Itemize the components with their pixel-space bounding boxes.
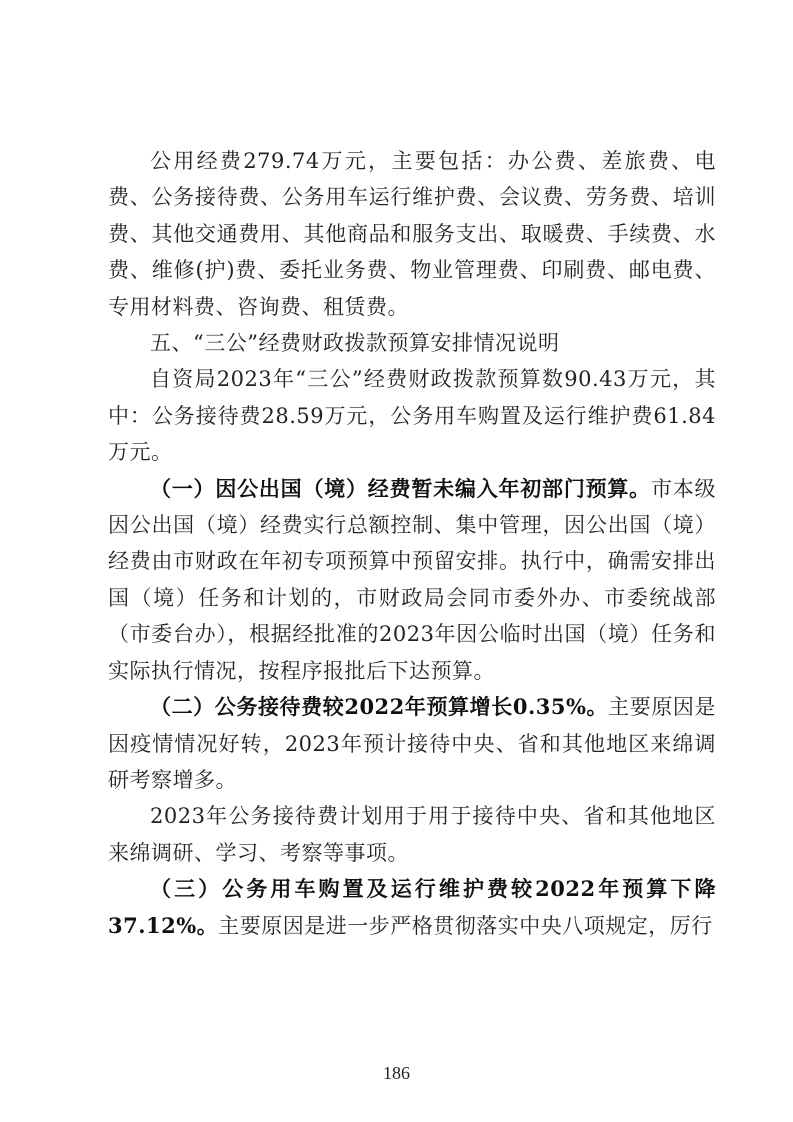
paragraph-overseas-travel bbox=[108, 471, 716, 689]
page-number: 186 bbox=[383, 1063, 410, 1083]
paragraph-text: 主要原因是进一步严格贯彻落实中央八项规定，厉行 bbox=[218, 913, 713, 938]
paragraph-lead-bold: （一）因公出国（境）经费暂未编入年初部门预算。 bbox=[150, 475, 651, 501]
paragraph-text: 2023年公务接待费计划用于用于接待中央、省和其他地区来绵调研、学习、考察等事项。 bbox=[108, 804, 716, 865]
paragraph-reception-plan bbox=[108, 798, 716, 871]
section-heading-text: 五、“三公”经费财政拨款预算安排情况说明 bbox=[150, 331, 560, 356]
paragraph-three-public-total bbox=[108, 361, 716, 470]
paragraph-text: 公用经费279.74万元，主要包括：办公费、差旅费、电费、公务接待费、公务用车运行维护费、会议费、劳务费、培训费、其他交通费用、其他商品和服务支出、取暖费、手续费、水费、维修(护)费、委托业务费、物业管理费、印刷费、邮电费、专用材料费、咨询费、租赁费。 bbox=[108, 149, 716, 319]
paragraph-text: 主要原因是因疫情情况好转，2023年预计接待中央、省和其他地区来绵调研考察增多。 bbox=[108, 695, 717, 792]
paragraph-reception-expenses bbox=[108, 689, 716, 798]
paragraph-vehicle-expenses bbox=[108, 871, 716, 944]
paragraph-text: 自资局2023年“三公”经费财政拨款预算数90.43万元，其中：公务接待费28.59万元，公务用车购置及运行维护费61.84万元。 bbox=[108, 367, 716, 465]
paragraph-lead-bold: （二）公务接待费较2022年预算增长0.35%。 bbox=[150, 694, 609, 720]
paragraph-lead-bold: （三）公务用车购置及运行维护费较2022年预算下降37.12%。 bbox=[108, 876, 716, 938]
section-heading-three-public bbox=[108, 325, 716, 361]
paragraph-text: 市本级因公出国（境）经费实行总额控制、集中管理，因公出国（境）经费由市财政在年初专项预算中预留安排。执行中，确需安排出国（境）任务和计划的，市财政局会同市委外办、市委统战部（市委台办），根据经批准的2023年因公临时出国（境）任务和实际执行情况，按程序报批后下达预算。 bbox=[108, 476, 717, 683]
document-body bbox=[108, 143, 716, 944]
paragraph-public-expenses bbox=[108, 143, 716, 325]
